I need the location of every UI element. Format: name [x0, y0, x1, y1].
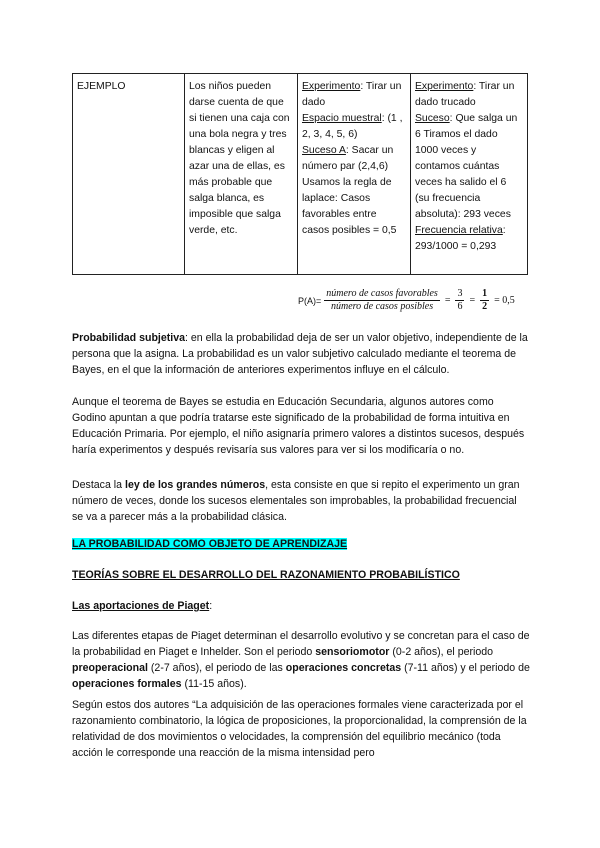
paragraph-formal-operations: Según estos dos autores “La adquisición de las operaciones formales viene caracterizada por el razonamiento combinatorio, la lógica de proposiciones, la proporcionalidad, la comprensión de la relatividad de dos movimientos o velocidades, la comprensión del equilibrio mecánico (toda acción le corresponde una reacción de la misma intensidad pero — [72, 699, 527, 759]
paragraph-subjective: Probabilidad subjetiva: en ella la probabilidad deja de ser un valor objetivo, independiente de la persona que la asigna. La probabilidad es un valor subjetivo calculado mediante el teorema de Bayes, en el que la información de anteriores experimentos influye en el cálculo. — [72, 332, 528, 376]
formula-fraction-1-2: $\frac{1}{2}$ — [482, 288, 488, 312]
table-cell-intuitive: Los niños pueden darse cuenta de que si tienen una caja con una bola negra y tres blancas y eligen al azar una de ellas, es más probable que salga blanca, es imposible que salga verde, etc. — [185, 74, 298, 275]
formula-result: = 0,5 — [494, 295, 515, 306]
table-cell-label: EJEMPLO — [73, 74, 185, 275]
paragraph-piaget-stages: Las diferentes etapas de Piaget determinan el desarrollo evolutivo y se concretan para el caso de la probabilidad en Piaget e Inhelder. Son el periodo sensoriomotor (0-2 años), el periodo preoperacional (2-7 años), el periodo de las operaciones concretas (7-11 años) y el periodo de operaciones formales (11-15 años). — [72, 630, 530, 690]
paragraph-bayes: Aunque el teorema de Bayes se estudia en Educación Secundaria, algunos autores como Godino apuntan a que podría tratarse este significado de la probabilidad de forma intuitiva en Educación Primaria. Por ejemplo, el niño asignaría primero valores a distintos sucesos, después haría experimentos y después revisaría sus valores para ver si los modificaría o no. — [72, 396, 525, 456]
formula-main-fraction: $\frac{\text{número de casos favorables}}{\text{número de casos posibles}}$ — [326, 288, 438, 312]
heading-learning-object: LA PROBABILIDAD COMO OBJETO DE APRENDIZAJE — [72, 538, 348, 550]
example-table — [72, 73, 528, 275]
paragraph-large-numbers: Destaca la ley de los grandes números, esta consiste en que si repito el experimento un gran número de veces, donde los sucesos elementales son improbables, la probabilidad frecuencial se va a parecer más a la probabilidad clásica. — [72, 479, 520, 523]
table-cell-frequency: Experimento: Tirar un dado trucado Suceso: Que salga un 6 Tiramos el dado 1000 veces y contamos cuántas veces ha salido el 6 (su frecuencia absoluta): 293 veces Frecuencia relativa: 293/1000 = 0,293 — [411, 74, 528, 275]
table-cell-classical: Experimento: Tirar un dado Espacio muestral: (1 , 2, 3, 4, 5, 6) Suceso A: Sacar un número par (2,4,6) Usamos la regla de laplace: Casos favorables entre casos posibles = 0,5 — [298, 74, 411, 275]
heading-piaget: Las aportaciones de Piaget: — [72, 600, 213, 612]
formula-fraction-3-6: $\frac{3}{6}$ — [457, 288, 463, 312]
table-row — [73, 74, 528, 275]
laplace-formula: P(A)= $\frac{\text{número de casos favorables}}{\text{número de casos posibles}}$ = $\frac{3}{6}$ = $\frac{1}{2}$ = 0,5 — [298, 288, 515, 312]
heading-theories: TEORÍAS SOBRE EL DESARROLLO DEL RAZONAMIENTO PROBABILÍSTICO — [72, 569, 460, 581]
formula-lhs: P(A)= — [298, 295, 322, 306]
